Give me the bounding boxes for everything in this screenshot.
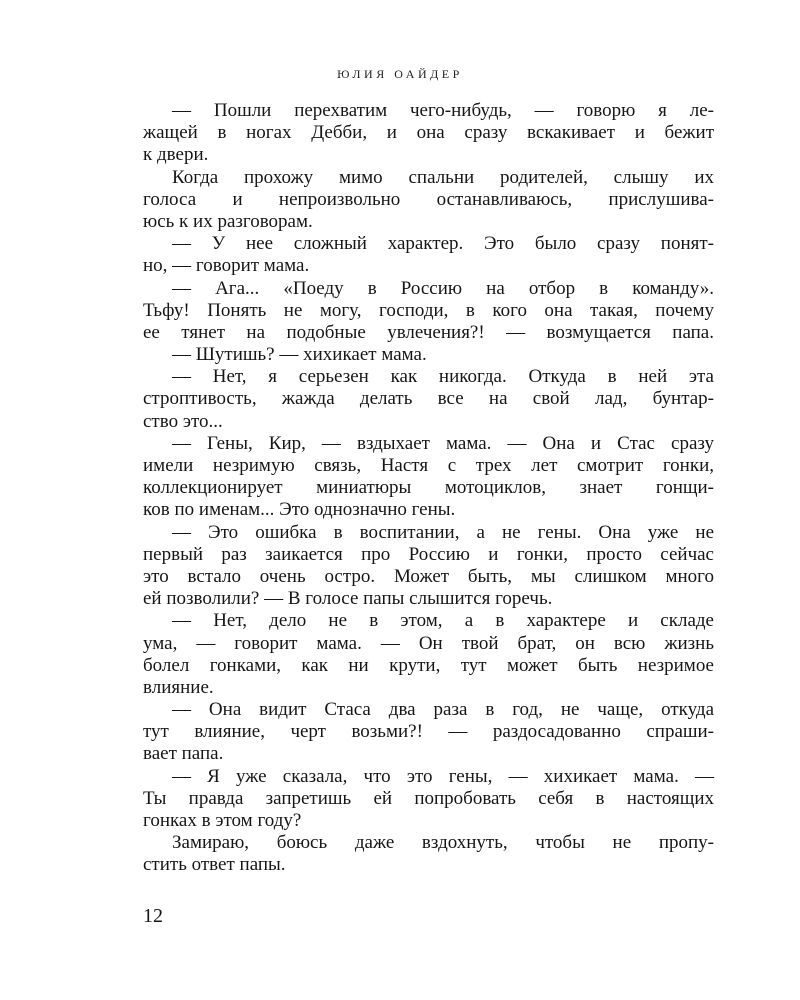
text-line: к двери.: [143, 144, 209, 166]
text-line: — Я уже сказала, что это гены, — хихикает мама. —: [172, 765, 714, 787]
page-number: 12: [143, 905, 163, 927]
body-text: [143, 100, 714, 877]
text-line: юсь к их разговорам.: [143, 210, 313, 232]
text-line: ков по именам... Это однозначно гены.: [143, 499, 456, 521]
text-line: Ты правда запретишь ей попробовать себя в настоящих: [143, 787, 714, 809]
text-line: ума, — говорит мама. — Он твой брат, он всю жизнь: [143, 632, 714, 654]
text-line: — У нее сложный характер. Это было сразу понят-: [172, 233, 714, 255]
text-line: вает папа.: [143, 743, 224, 765]
text-line: голоса и непроизвольно останавливаюсь, прислушива-: [143, 188, 714, 210]
text-line: стить ответ папы.: [143, 854, 286, 876]
text-line: — Шутишь? — хихикает мама.: [172, 344, 427, 366]
text-line: болел гонками, как ни крути, тут может быть незримое: [143, 654, 714, 676]
text-line: ство это...: [143, 410, 223, 432]
text-line: жащей в ногах Дебби, и она сразу вскакивает и бежит: [143, 122, 714, 144]
text-line: — Нет, я серьезен как никогда. Откуда в ней эта: [172, 366, 714, 388]
text-line: — Она видит Стаса два раза в год, не чаще, откуда: [172, 699, 714, 721]
text-line: Тьфу! Понять не могу, господи, в кого она такая, почему: [143, 299, 714, 321]
text-line: строптивость, жажда делать все на свой лад, бунтар-: [143, 388, 714, 410]
text-line: имели незримую связь, Настя с трех лет смотрит гонки,: [143, 455, 714, 476]
text-line: тут влияние, черт возьми?! — раздосадованно спраши-: [143, 721, 714, 743]
text-line: — Это ошибка в воспитании, а не гены. Она уже не: [172, 521, 714, 543]
text-line: — Ага... «Поеду в Россию на отбор в команду».: [172, 277, 714, 299]
running-head: ЮЛИЯ ОАЙДЕР: [337, 67, 463, 81]
text-line: ее тянет на подобные увлечения?! — возмущается папа.: [143, 321, 714, 343]
text-line: первый раз заикается про Россию и гонки, просто сейчас: [143, 543, 714, 565]
text-line: коллекционирует миниатюры мотоциклов, знает гонщи-: [143, 477, 714, 499]
text-line: но, — говорит мама.: [143, 255, 310, 277]
text-line: влияние.: [143, 676, 214, 698]
text-line: ей позволили? — В голосе папы слышится горечь.: [143, 588, 553, 610]
text-line: — Пошли перехватим чего-нибудь, — говорю я ле-: [172, 100, 714, 121]
text-line: — Нет, дело не в этом, а в характере и складе: [172, 610, 714, 632]
text-line: это встало очень остро. Может быть, мы слишком много: [143, 565, 714, 587]
text-line: — Гены, Кир, — вздыхает мама. — Она и Стас сразу: [172, 432, 714, 454]
text-line: Когда прохожу мимо спальни родителей, слышу их: [172, 166, 714, 188]
text-line: гонках в этом году?: [143, 810, 302, 831]
text-line: Замираю, боюсь даже вздохнуть, чтобы не пропу-: [172, 832, 714, 854]
